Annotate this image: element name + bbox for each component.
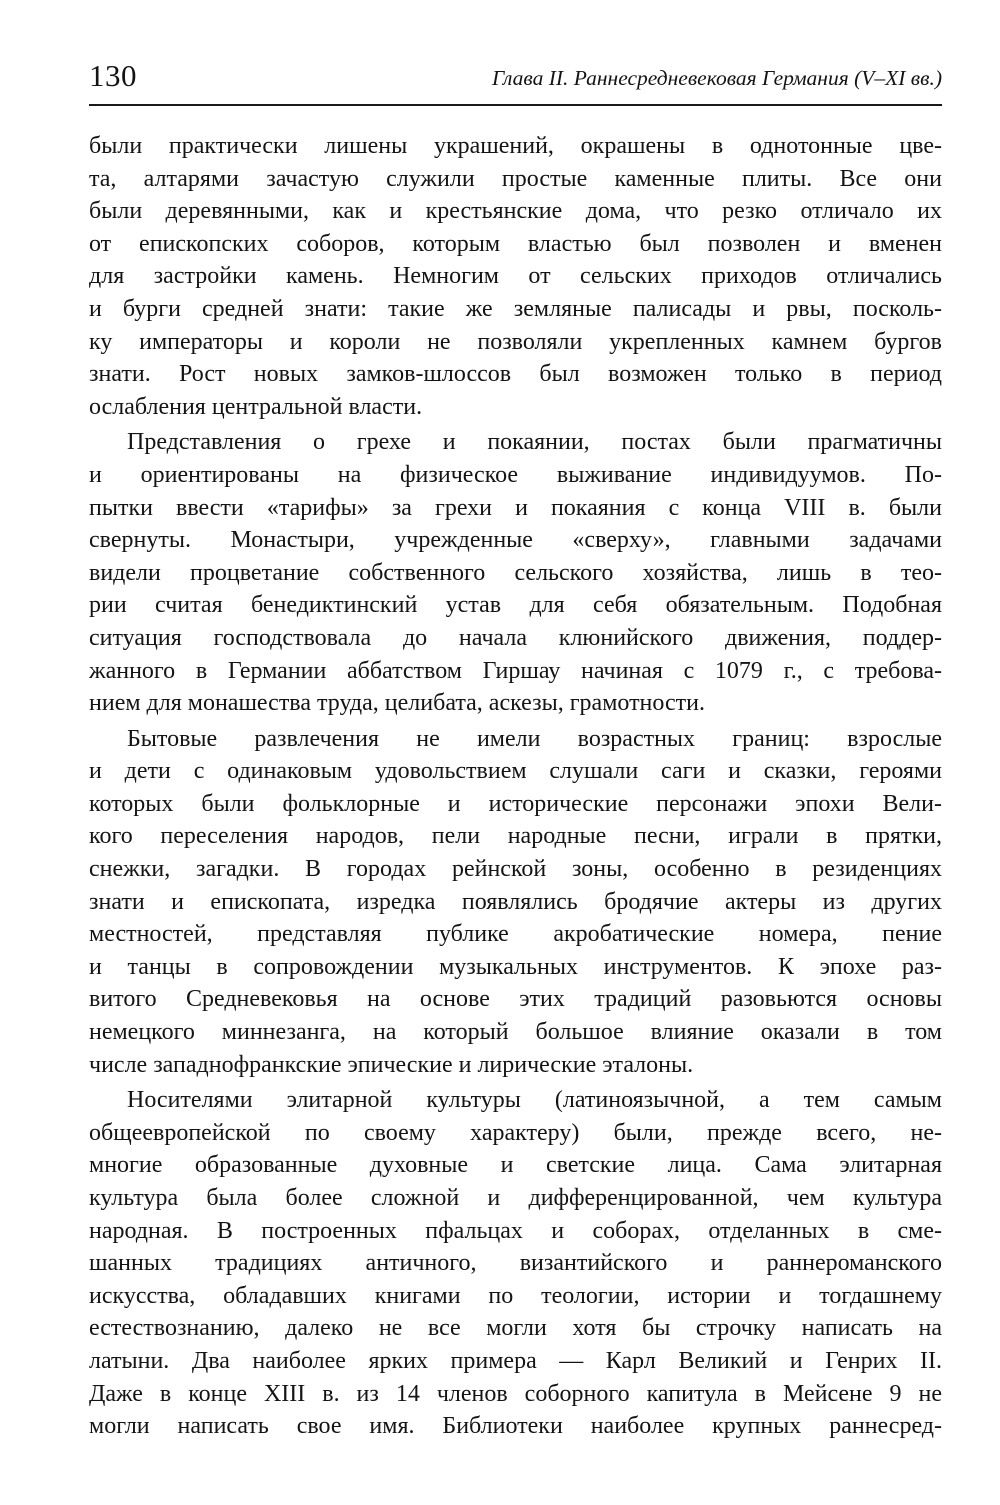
- text-line: от епископских соборов, которым властью был позволен и вменен: [89, 230, 942, 257]
- text-line: свернуты. Монастыри, учрежденные «сверху», главными задачами: [89, 527, 942, 554]
- paragraph: [89, 1084, 942, 1443]
- body-text: [89, 130, 942, 1443]
- text-line: немецкого миннезанга, на который большое влияние оказали в том: [89, 1019, 942, 1046]
- text-line: ситуация господствовала до начала клюнийского движения, поддер-: [89, 624, 942, 651]
- text-line: были практически лишены украшений, окрашены в однотонные цве-: [89, 133, 942, 159]
- text-line: Носителями элитарной культуры (латиноязычной, а тем самым: [127, 1087, 942, 1114]
- text-line: естествознанию, далеко не все могли хотя бы строчку написать на: [89, 1315, 942, 1342]
- text-line: Представления о грехе и покаянии, постах были прагматичны: [127, 429, 942, 456]
- text-line: для застройки камень. Немногим от сельских приходов отличались: [89, 263, 942, 290]
- text-line: знати и епископата, изредка появлялись бродячие актеры из других: [89, 888, 942, 915]
- text-line: знати. Рост новых замков-шлоссов был возможен только в период: [89, 361, 942, 388]
- text-line: и ориентированы на физическое выживание индивидуумов. По-: [89, 461, 942, 488]
- text-line: витого Средневековья на основе этих традиций разовьются основы: [89, 986, 942, 1013]
- text-line: культура была более сложной и дифференцированной, чем культура: [89, 1185, 942, 1211]
- paragraph: [89, 130, 942, 423]
- text-line: жанного в Германии аббатством Гиршау начиная с 1079 г., с требова-: [89, 657, 942, 684]
- text-line: народная. В построенных пфальцах и соборах, отделанных в сме-: [89, 1217, 942, 1244]
- page-number: 130: [89, 58, 137, 93]
- text-line: и танцы в сопровождении музыкальных инструментов. К эпохе раз-: [89, 953, 942, 980]
- text-line: та, алтарями зачастую служили простые каменные плиты. Все они: [89, 165, 942, 192]
- text-line: видели процветание собственного сельского хозяйства, лишь в тео-: [89, 559, 942, 586]
- text-line: ослабления центральной власти.: [89, 393, 423, 420]
- text-line: искусства, обладавших книгами по теологии, истории и тогдашнему: [89, 1282, 942, 1309]
- text-line: местностей, представляя публике акробатические номера, пение: [89, 921, 942, 948]
- text-line: многие образованные духовные и светские лица. Сама элитарная: [89, 1152, 942, 1179]
- text-line: рии считая бенедиктинский устав для себя обязательным. Подобная: [89, 592, 942, 619]
- text-line: пытки ввести «тарифы» за грехи и покаяния с конца VIII в. были: [89, 494, 942, 521]
- page-header: [89, 52, 942, 106]
- text-line: нием для монашества труда, целибата, аскезы, грамотности.: [89, 690, 705, 717]
- text-line: ку императоры и короли не позволяли укрепленных камнем бургов: [89, 328, 942, 355]
- text-line: Даже в конце XIII в. из 14 членов соборного капитула в Мейсене 9 не: [89, 1380, 942, 1407]
- text-line: шанных традициях античного, византийского и раннероманского: [89, 1250, 942, 1277]
- text-line: и бурги средней знати: такие же земляные палисады и рвы, посколь-: [89, 295, 942, 322]
- text-line: Бытовые развлечения не имели возрастных границ: взрослые: [127, 725, 942, 752]
- text-line: которых были фольклорные и исторические персонажи эпохи Вели-: [89, 790, 942, 817]
- text-line: могли написать свое имя. Библиотеки наиболее крупных раннесред-: [89, 1413, 942, 1440]
- paragraph: [89, 723, 942, 1082]
- running-head: Глава II. Раннесредневековая Германия (V–XI вв.): [491, 66, 942, 90]
- text-line: были деревянными, как и крестьянские дома, что резко отличало их: [89, 198, 942, 225]
- text-line: латыни. Два наиболее ярких примера — Карл Великий и Генрих II.: [89, 1347, 942, 1374]
- text-line: числе западнофранкские эпические и лирические эталоны.: [89, 1051, 694, 1078]
- paragraph: [89, 426, 942, 719]
- text-line: общеевропейской по своему характеру) были, прежде всего, не-: [89, 1119, 942, 1146]
- text-line: снежки, загадки. В городах рейнской зоны, особенно в резиденциях: [89, 856, 942, 883]
- text-line: и дети с одинаковым удовольствием слушали саги и сказки, героями: [89, 758, 942, 785]
- text-line: кого переселения народов, пели народные песни, играли в прятки,: [89, 823, 942, 850]
